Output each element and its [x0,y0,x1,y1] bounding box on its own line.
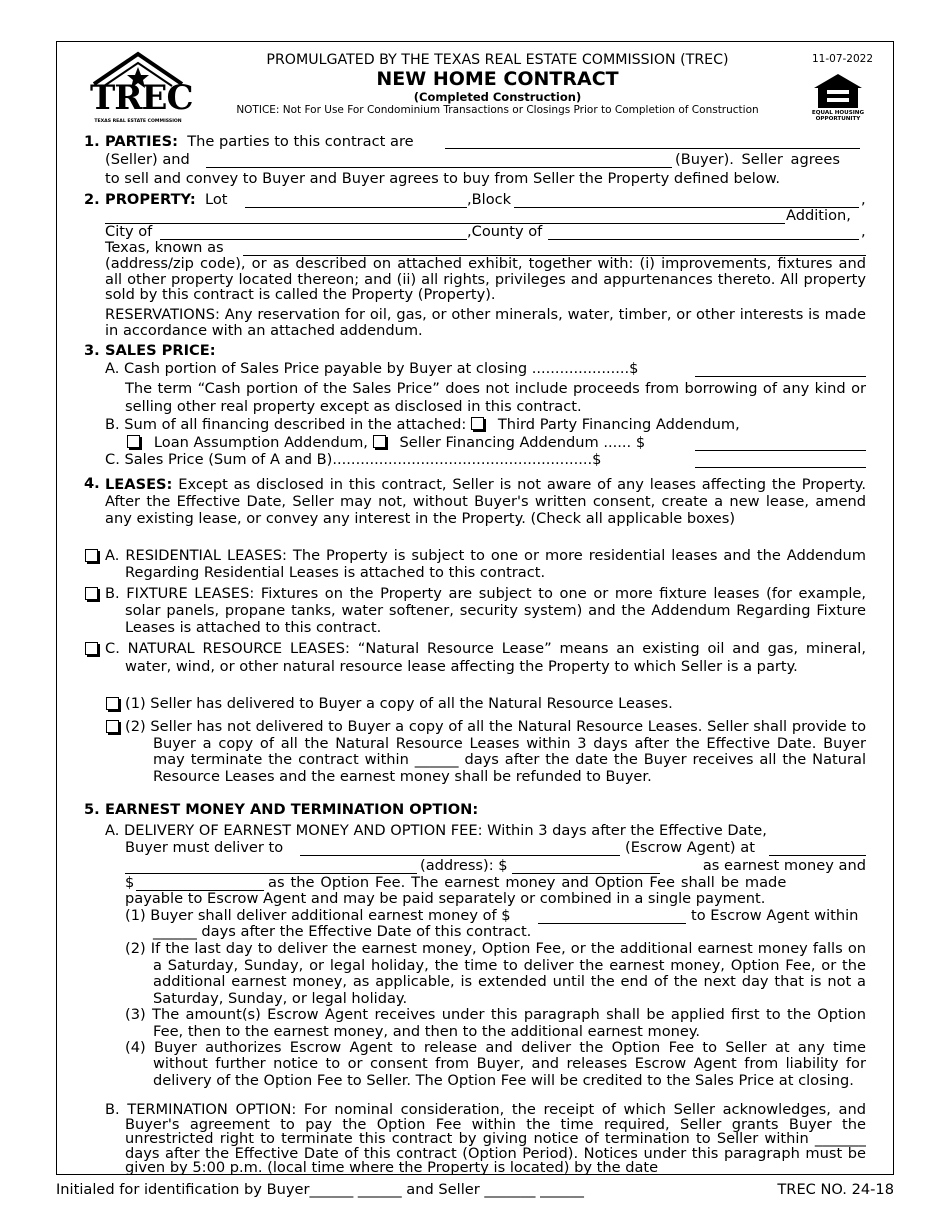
form-date: 11-07-2022 [812,53,874,65]
fixture-leases-checkbox[interactable] [85,587,98,600]
section-2-lot-row [105,192,228,209]
earnest-address-label: (address): $ [420,857,508,874]
form-number: TREC NO. 24-18 [777,1181,894,1198]
addition-label: Addition, [786,207,851,224]
footer-initials: Initialed for identification by Buyer______ ______ and Seller _______ ______ [56,1181,584,1198]
logo-subtext: TEXAS REAL ESTATE COMMISSION [94,119,182,124]
section-1-num: 1. [84,133,100,150]
section-1-seller-label: (Seller) and [105,151,190,168]
option-fee-dollar: $ [125,874,135,891]
equal-housing-text: EQUAL HOUSING OPPORTUNITY [811,110,865,122]
section-2-reservations: RESERVATIONS: Any reservation for oil, gas, or other minerals, water, timber, or other interests is made in accordance with an attached addendum. [105,306,866,339]
nr-leases-not-delivered-text: (2) Seller has not delivered to Buyer a copy of all the Natural Resource Leases. Seller shall provide to Buyer a copy of all the Natural Resource Leases within 3 days after the Effective Date. Buyer may terminate the contract within ______ days after the date the Buyer receives all the Natural Resource Leases and the earnest money shall be refunded to Buyer. [125,718,866,785]
promulgated-line: PROMULGATED BY THE TEXAS REAL ESTATE COMMISSION (TREC) [266,52,729,68]
sales-price-a-note: The term “Cash portion of the Sales Price” does not include proceeds from borrowing of any kind or selling other real property except as disclosed in this contract. [125,380,866,415]
third-party-financing-label: Third Party Financing Addendum, [497,416,740,433]
known-as-label: Texas, known as [105,239,224,256]
equal-housing-icon [808,72,868,110]
section-2-body: (address/zip code), or as described on attached exhibit, together with: (i) improvements, fixtures and all other property located thereon; and (ii) all rights, privileges and appurtenances thereto. All property sold by this contract is called the Property (Property). [105,255,866,303]
section-3-heading: SALES PRICE: [105,342,216,359]
nr-leases-delivered-text: (1) Seller has delivered to Buyer a copy of all the Natural Resource Leases. [125,695,673,712]
addition-field[interactable] [105,223,785,224]
logo-text: TREC [90,78,193,118]
page-title: NEW HOME CONTRACT [376,68,619,90]
natural-resource-leases-text: C. NATURAL RESOURCE LEASES: “Natural Resource Lease” means an existing oil and gas, mineral, water, wind, or other natural resource lease affecting the Property to which Seller is a party. [105,640,866,675]
sales-price-a: A. Cash portion of Sales Price payable by Buyer at closing .....................$ [105,360,639,377]
additional-earnest-days: ______ days after the Effective Date of this contract. [153,923,532,940]
section-4-intro-text: Except as disclosed in this contract, Seller is not aware of any leases affecting the Property. After the Effective Date, Seller may not, without Buyer's written consent, create a new lease, amend any existing lease, or convey any interest in the Property. (Check all applicable boxes) [105,476,867,527]
seller-financing-checkbox[interactable] [373,435,386,448]
section-1-line-1 [105,134,414,151]
sales-price-b-line-2 [127,435,645,452]
third-party-financing-checkbox[interactable] [471,417,484,430]
escrow-address-field-1[interactable] [769,855,866,856]
buyer-name-field[interactable] [206,167,672,168]
financing-sum-field[interactable] [695,450,866,451]
sales-price-total-field[interactable] [695,467,866,468]
earnest-item-4: (4) Buyer authorizes Escrow Agent to release and deliver the Option Fee to Seller at any time without further notice to or consent from Buyer, and releases Escrow Agent from liability for delivery of the Option Fee to Seller. The Option Fee will be credited to the Sales Price at closing. [125,1039,866,1089]
section-1-heading: PARTIES: [105,133,178,150]
escrow-agent-field[interactable] [300,855,620,856]
additional-earnest-tail: to Escrow Agent within [691,907,859,924]
section-5-heading: EARNEST MONEY AND TERMINATION OPTION: [105,801,479,818]
nr-leases-not-delivered-checkbox[interactable] [106,720,119,733]
section-2-num: 2. [84,191,100,208]
trec-logo [88,50,193,128]
seller-name-field[interactable] [445,148,860,149]
nr-leases-delivered-checkbox[interactable] [106,697,119,710]
section-1-line-3: to sell and convey to Buyer and Buyer agrees to buy from Seller the Property defined below. [105,170,780,187]
additional-earnest-label: (1) Buyer shall deliver additional earnest money of $ [125,907,511,924]
page-subtitle: (Completed Construction) [413,90,582,104]
section-4-heading: LEASES: [105,476,173,493]
earnest-item-3: (3) The amount(s) Escrow Agent receives under this paragraph shall be applied first to the Option Fee, then to the earnest money, and then to the additional earnest money. [125,1006,866,1040]
lot-field[interactable] [245,207,467,208]
earnest-a-line-1: A. DELIVERY OF EARNEST MONEY AND OPTION FEE: Within 3 days after the Effective Date, [105,822,767,839]
section-3-num: 3. [84,342,100,359]
earnest-a-deliver-label: Buyer must deliver to [125,839,284,856]
earnest-item-2: (2) If the last day to deliver the earnest money, Option Fee, or the additional earnest money falls on a Saturday, Sunday, or legal holiday, the time to deliver the earnest money, Option Fee, or the additional earnest money, as applicable, is extended until the end of the next day that is not a Saturday, Sunday, or legal holiday. [125,940,866,1007]
option-fee-label: as the Option Fee. The earnest money and Option Fee shall be made [268,874,787,891]
county-field[interactable] [548,239,859,240]
sales-price-b-label: B. Sum of all financing described in the attached: [105,416,467,433]
seller-financing-label: Seller Financing Addendum ...... $ [399,434,646,451]
notice-line: NOTICE: Not For Use For Condominium Transactions or Closings Prior to Completion of Construction [236,104,759,116]
section-2-heading: PROPERTY: [105,191,196,208]
section-1-parties-label: The parties to this contract are [187,133,414,150]
cash-portion-field[interactable] [695,376,866,377]
county-comma: , [861,223,866,240]
earnest-money-label: as earnest money and [702,857,866,874]
loan-assumption-checkbox[interactable] [127,435,140,448]
residential-leases-text: A. RESIDENTIAL LEASES: The Property is subject to one or more residential leases and the Addendum Regarding Residential Leases is attached to this contract. [105,547,866,581]
block-comma: , [861,191,866,208]
section-4-intro [105,476,866,527]
fixture-leases-text: B. FIXTURE LEASES: Fixtures on the Property are subject to one or more fixture leases (for example, solar panels, propane tanks, water softener, security system) and the Addendum Regarding Fixture Leases is attached to this contract. [105,585,866,636]
termination-option-text: B. TERMINATION OPTION: For nominal consideration, the receipt of which Seller acknowledges, and Buyer's agreement to pay the Option Fee within the time required, Seller grants Buyer the unrestricted right to terminate this contract by giving notice of termination to Seller within _______ days after the Effective Date of this contract (Option Period). Notices under this paragraph must be given by 5:00 p.m. (local time where the Property is located) by the date [105,1103,866,1175]
sales-price-b-line-1 [105,417,740,434]
escrow-agent-label: (Escrow Agent) at [625,839,755,856]
sales-price-c: C. Sales Price (Sum of A and B)........................................................$ [105,451,602,468]
residential-leases-checkbox[interactable] [85,549,98,562]
loan-assumption-label: Loan Assumption Addendum, [153,434,368,451]
city-label: City of [105,223,153,240]
section-5-num: 5. [84,801,100,818]
earnest-a-line-5: payable to Escrow Agent and may be paid separately or combined in a single payment. [125,890,766,907]
lot-label: Lot [204,191,228,208]
county-label: ,County of [467,223,543,240]
section-4-num: 4. [84,475,100,492]
natural-resource-leases-checkbox[interactable] [85,642,98,655]
block-label: ,Block [467,191,512,208]
section-1-buyer-label: (Buyer). Seller agrees [675,151,840,168]
additional-earnest-field[interactable] [538,923,686,924]
equal-housing-logo [808,72,868,124]
